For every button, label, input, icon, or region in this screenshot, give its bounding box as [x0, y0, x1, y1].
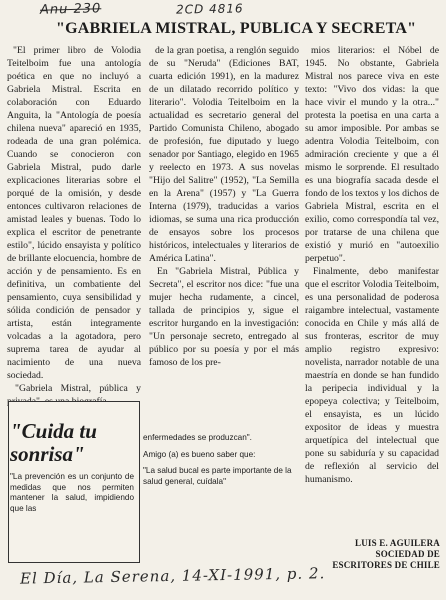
health-ad-title	[10, 420, 136, 466]
article-column-1	[7, 44, 141, 408]
article-column-2	[149, 44, 299, 369]
paragraph: En "Gabriela Mistral, Pública y Secreta", el escritor nos dice: "fue una mujer hecha rudamente, a cincel, tallada de principios y, sigue el escritor hurgando en la investigación: "Un personaje secreto, entregado al público por su poesía y por el más famoso de los pre-	[149, 266, 299, 368]
handwritten-catalog-number: 2CD 4816	[175, 1, 244, 17]
health-ad-title-line: sonrisa"	[10, 442, 85, 466]
author-org: SOCIEDAD DE	[375, 549, 440, 559]
paragraph: de la gran poetisa, a renglón seguido de su "Neruda" (Ediciones BAT, cuarta edición 1991), en la madurez de un dilatado recorrido político y literario". Volodia Teitelboim en la actualidad es secretario general del Partido Comunista Chileno, abogado de profesión, fue diputado y luego senador por Santiago, elegido en 1965 y reelecto en 1973. A sus novelas "Hijo del Salitre" (1952), "La Semilla en la Arena" (1957) y "La Guerra Interna (1979), traducidas a varios idiomas, se suma una rica producción de ensayos sobre los procesos históricos, intelectuales y literarios de América Latina".	[149, 45, 299, 264]
article-headline: "GABRIELA MISTRAL, PUBLICA Y SECRETA"	[56, 20, 417, 37]
author-org: ESCRITORES DE CHILE	[332, 560, 440, 570]
article-column-3	[305, 44, 439, 486]
author-name: LUIS E. AGUILERA	[355, 538, 440, 548]
health-ad-paragraph: enfermedades se produzcan".	[143, 433, 252, 442]
health-ad-continuation	[143, 433, 293, 493]
health-ad-text: "La prevención es un conjunto de medidas que nos permiten mantener la salud, impidiendo que las	[10, 472, 134, 513]
handwritten-archive-code: Anu 230	[39, 1, 102, 18]
handwritten-source-citation: El Día, La Serena, 14-XI-1991, p. 2.	[19, 564, 326, 588]
health-ad-paragraph: Amigo (a) es bueno saber que:	[143, 449, 256, 459]
paragraph: mios literarios: el Nóbel de 1945. No obstante, Gabriela Mistral nos parece viva en este texto: "Vivo dos vidas: la que hace vivir el mundo y la otra..." protesta la poetisa en una carta a su amor imposible. Por ambas se adentra Volodia Teitelboim, con admiración creciente y que a él mismo le sorprende. El resultado es una biografía sacada desde el fondo de los textos y los dichos de Gabriela Mistral, escrita en el exilio, como correspondía tal vez, por tratarse de una chilena que existió y murió en "autoexilio perpetuo".	[305, 45, 439, 264]
paragraph: "Gabriela Mistral, pública y	[15, 383, 141, 394]
health-ad-paragraph: "La salud bucal es parte importante de la salud general, cuídala"	[143, 466, 292, 486]
paragraph: "El primer libro de Volodia Teitelboim fue una antología poética en que no incluyó a Gabriela Mistral. Escrita en colaboración con Eduardo Anguita, la "Antología de poesía chilena nueva" apareció en 1935, rodeada de una gran polémica. Cuando se conocieron con Gabriela Mistral, pudo darle explicaciones literarias sobre el porqué de la omisión, y desde entonces cultivaron relaciones de amistad leales y buenas. Todo lo explica el escritor de penetrante estilo", lúcido ensayista y político de brillante elocuencia, hombre de acción y de pensamiento. Es en definitiva, un combatiente del pensamiento, cuya sensibilidad y sólida condición de pensador y artista, están integramente volcadas a la agotadora, pero suprema tarea de ayudar al nacimiento de una nueva sociedad.	[7, 45, 141, 381]
health-ad-title-line: "Cuida tu	[10, 419, 97, 443]
paragraph: Finalmente, debo manifestar que el escritor Volodia Teitelboim, es una personalidad de poderosa raigambre intelectual, vastamente conocida en Chile y más allá de sus fronteras, escritor de muy amplio registro expresivo: novelista, narrador notable de una maestría en donde se han fundido la peripecia individual y la epopeya colectiva; y Teitelboim, el ensayista, es un lúcido expositor de ideas y muestra arquetípica del intelectual que pone su sabiduría y su capacidad de reflexión al servicio del humanismo.	[305, 266, 439, 485]
